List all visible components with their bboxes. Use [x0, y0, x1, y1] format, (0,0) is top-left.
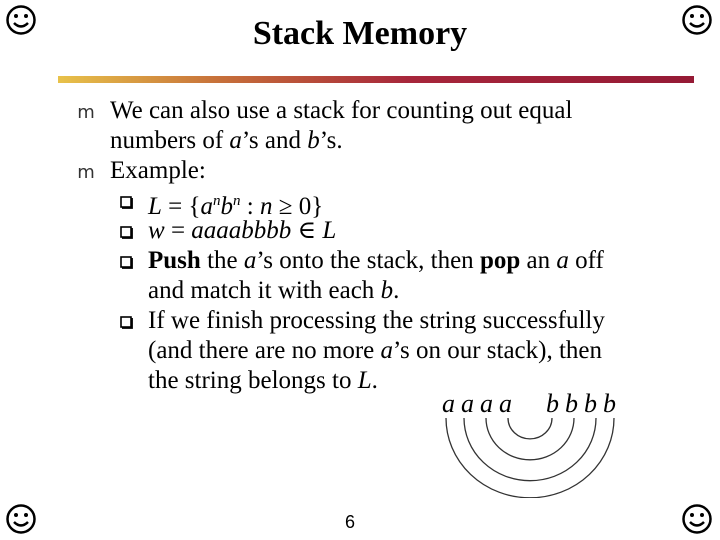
text-run: L — [322, 217, 337, 244]
stack-letter-b: b — [565, 389, 578, 418]
text-run: a — [229, 127, 242, 154]
text-run: a — [200, 193, 214, 220]
slide-title: Stack Memory — [252, 15, 468, 52]
bullet-text-line — [148, 276, 399, 306]
stack-matching-diagram — [430, 388, 640, 498]
bullet-text-line — [148, 336, 602, 366]
bullet-text-line — [148, 216, 336, 246]
matching-arcs — [446, 418, 614, 498]
stack-letter-b: b — [584, 389, 597, 418]
text-run: L — [357, 367, 372, 394]
stack-letter-b: b — [546, 389, 559, 418]
checkbox-bullet-icon — [118, 255, 134, 271]
text-run: a — [243, 247, 257, 274]
stack-letter-a: a — [442, 389, 455, 418]
text-run: If we finish processing the string successfully — [148, 307, 605, 334]
checkbox-bullet-icon — [118, 225, 134, 241]
stack-letter-a: a — [480, 389, 493, 418]
bullet-text-line — [148, 306, 605, 336]
text-run: pop — [479, 247, 521, 274]
text-run: = { — [161, 193, 201, 220]
matching-arc — [508, 418, 552, 439]
stack-letter-b: b — [603, 389, 616, 418]
bullet-marker: m — [77, 162, 95, 183]
text-run: b — [380, 277, 394, 304]
text-run: aaaabbbb — [191, 217, 292, 244]
text-run: ∈ — [291, 217, 323, 244]
text-run: ’s on our stack), then — [393, 337, 603, 364]
text-run: a — [556, 247, 569, 274]
bullet-text-line — [110, 156, 206, 186]
text-run: numbers of — [110, 127, 230, 154]
text-run: ’s and — [241, 127, 308, 154]
bullet-marker: m — [77, 102, 95, 123]
text-run: . — [393, 277, 400, 304]
stack-letter-a: a — [461, 389, 474, 418]
page-number: 6 — [344, 512, 355, 532]
checkbox-bullet-icon — [118, 195, 134, 211]
text-run: the string belongs to — [148, 367, 358, 394]
text-run: Example: — [110, 157, 206, 184]
checkbox-bullet-icon — [118, 315, 134, 331]
text-run: = — [164, 217, 192, 244]
bullet-text-line — [110, 96, 572, 126]
text-run: ’s. — [319, 127, 343, 154]
text-run: the — [200, 247, 244, 274]
text-run: ’s onto the stack, then — [256, 247, 480, 274]
text-run: n — [233, 193, 241, 209]
stack-letter-a: a — [499, 389, 512, 418]
text-run: w — [148, 217, 165, 244]
text-run: an — [520, 247, 557, 274]
text-run: L — [148, 193, 162, 220]
text-run: (and there are no more — [148, 337, 381, 364]
text-run: : — [240, 193, 260, 220]
text-run: . — [371, 367, 378, 394]
text-run: and match it with each — [148, 277, 381, 304]
text-run: b — [307, 127, 320, 154]
matching-arc — [446, 418, 614, 498]
bullet-text-line — [148, 246, 604, 276]
bullet-text-line — [110, 126, 343, 156]
text-run: n — [259, 193, 273, 220]
matching-arc — [464, 418, 596, 481]
text-run: off — [568, 247, 604, 274]
text-run: We can also use a stack for counting out equal — [110, 97, 573, 124]
text-run: a — [380, 337, 394, 364]
bullet-text-line — [148, 366, 378, 396]
text-run: ≥ 0} — [272, 193, 324, 220]
text-run: n — [213, 193, 221, 209]
text-run: b — [220, 193, 234, 220]
text-run: Push — [148, 247, 201, 274]
